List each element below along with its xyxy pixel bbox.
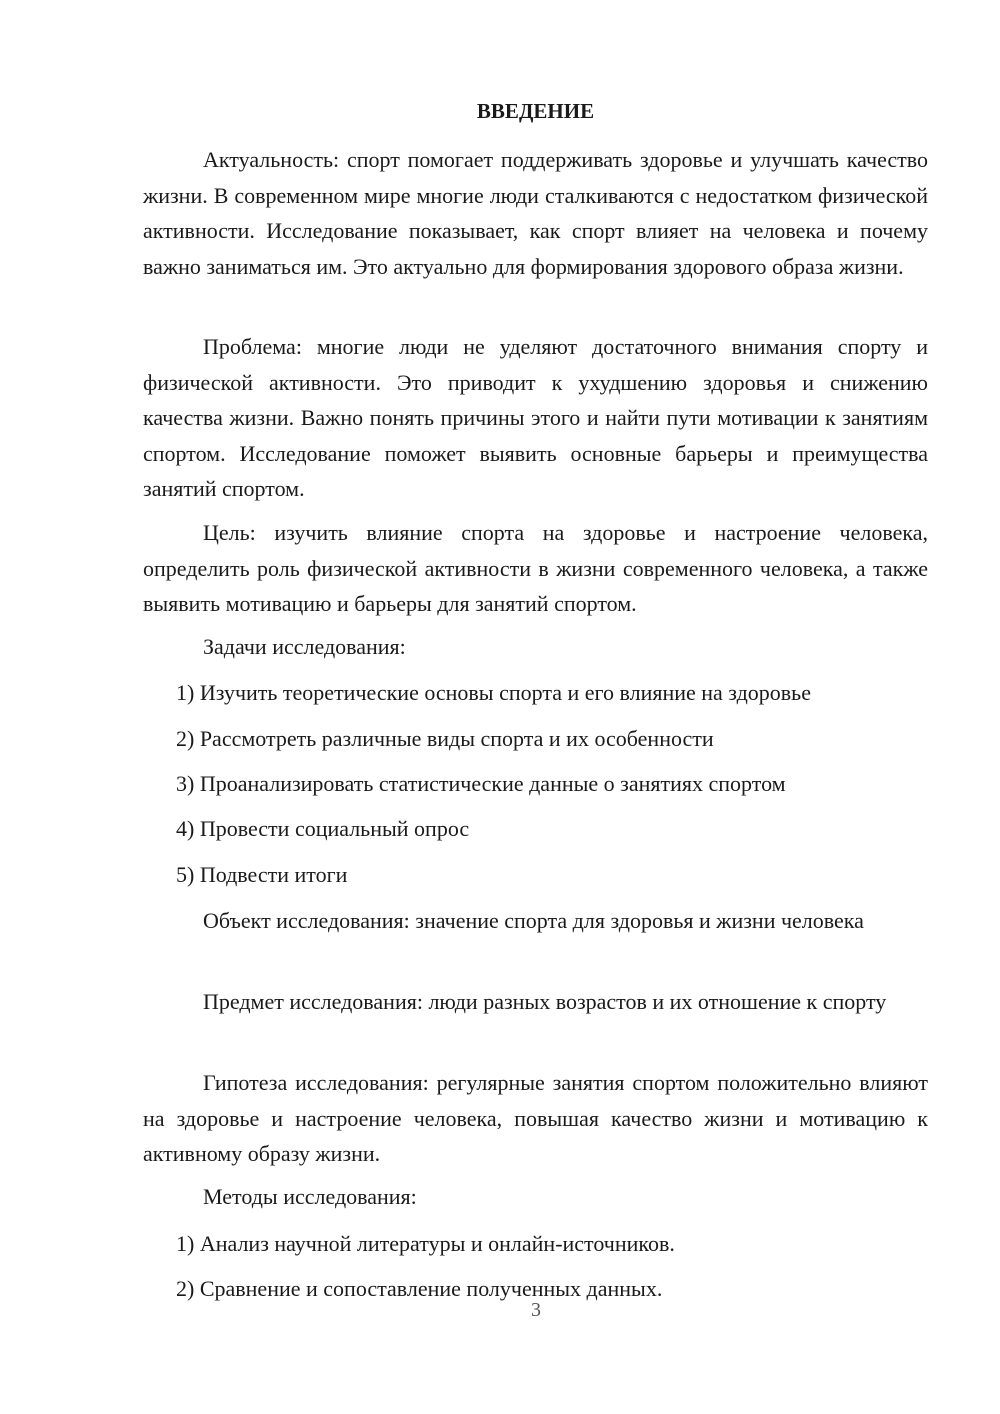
object-paragraph: Объект исследования: значение спорта для здоровья и жизни человека (203, 908, 864, 933)
goal-paragraph: Цель: изучить влияние спорта на здоровье и настроение человека, определить роль физической активности в жизни современного человека, а также выявить мотивацию и барьеры для занятий спортом. (143, 520, 928, 616)
actuality-paragraph: Актуальность: спорт помогает поддерживать здоровье и улучшать качество жизни. В современном мире многие люди сталкиваются с недостатком физической активности. Исследование показывает, как спорт влияет на человека и почему важно заниматься им. Это актуально для формирования здорового образа жизни. (143, 147, 928, 279)
page-title: ВВЕДЕНИЕ (476, 99, 595, 123)
task-item: 5) Подвести итоги (176, 862, 348, 887)
task-item: 4) Провести социальный опрос (176, 816, 470, 841)
task-item: 2) Рассмотреть различные виды спорта и их особенности (176, 726, 714, 751)
method-item: 1) Анализ научной литературы и онлайн-источников. (176, 1231, 675, 1256)
task-item: 1) Изучить теоретические основы спорта и его влияние на здоровье (176, 680, 811, 705)
problem-paragraph: Проблема: многие люди не уделяют достаточного внимания спорту и физической активности. Это приводит к ухудшению здоровья и снижению качества жизни. Важно понять причины этого и найти пути мотивации к занятиям спортом. Исследование поможет выявить основные барьеры и преимущества занятий спортом. (143, 334, 928, 501)
hypothesis-paragraph: Гипотеза исследования: регулярные занятия спортом положительно влияют на здоровье и настроение человека, повышая качество жизни и мотивацию к активному образу жизни. (143, 1070, 928, 1166)
methods-heading: Методы исследования: (203, 1184, 417, 1209)
page-number: 3 (531, 1299, 541, 1321)
task-item: 3) Проанализировать статистические данные о занятиях спортом (176, 771, 786, 796)
method-item: 2) Сравнение и сопоставление полученных данных. (176, 1276, 663, 1301)
tasks-heading: Задачи исследования: (203, 634, 406, 659)
subject-paragraph: Предмет исследования: люди разных возрастов и их отношение к спорту (203, 989, 887, 1014)
